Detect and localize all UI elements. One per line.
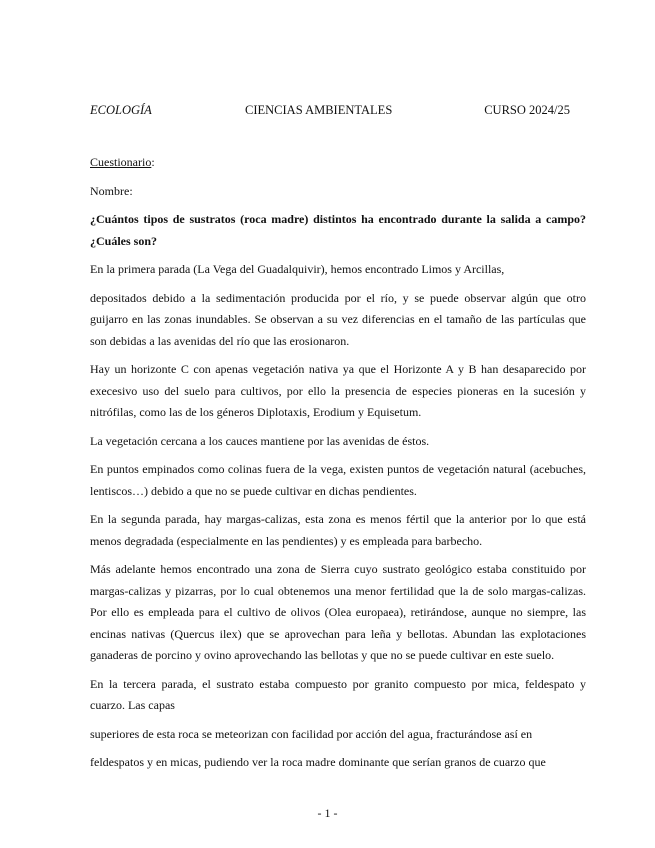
nombre-field-label: Nombre:	[90, 183, 133, 198]
document-body	[90, 152, 586, 781]
paragraph-4: La vegetación cercana a los cauces mantiene por las avenidas de éstos.	[90, 433, 430, 448]
header-course-name: CIENCIAS AMBIENTALES	[245, 103, 393, 117]
paragraph-5: En puntos empinados como colinas fuera de la vega, existen puntos de vegetación natural (acebuches, lentiscos…) debido a que no se puede cultivar en dichas pendientes.	[90, 462, 586, 498]
paragraph-7: Más adelante hemos encontrado una zona de Sierra cuyo sustrato geológico estaba constituido por margas-calizas y pizarras, por lo cual obtenemos una menor fertilidad que la de solo margas-calizas. Por ello es empleada para el cultivo de olivos (Olea europaea), retirándose, aunque no siempre, las encinas nativas (Quercus ilex) que se aprovechan para leña y bellotas. Abundan las explotaciones ganaderas de porcino y ovino aprovechando las bellotas y que no se puede cultivar en este suelo.	[90, 562, 586, 662]
page-header	[90, 103, 570, 121]
header-subject: ECOLOGÍA	[90, 103, 152, 117]
paragraph-1: En la primera parada (La Vega del Guadalquivir), hemos encontrado Limos y Arcillas,	[90, 262, 505, 276]
cuestionario-heading	[90, 152, 586, 174]
paragraph-3: Hay un horizonte C con apenas vegetación nativa ya que el Horizonte A y B han desaparecido por execesivo uso del suelo para cultivos, por ello la presencia de especies pioneras en la sucesión y nitrófilas, como las de los géneros Diplotaxis, Erodium y Equisetum.	[90, 362, 586, 419]
paragraph-10: feldespatos y en micas, pudiendo ver la roca madre dominante que serían granos de cuarzo que	[90, 755, 546, 769]
paragraph-8: En la tercera parada, el sustrato estaba compuesto por granito compuesto por mica, feldespato y cuarzo. Las capas	[90, 676, 586, 712]
paragraph-9: superiores de esta roca se meteorizan con facilidad por acción del agua, fracturándose así en	[90, 726, 533, 741]
page-number: - 1 -	[317, 806, 338, 820]
cuestionario-label: Cuestionario	[90, 155, 152, 169]
cuestionario-colon: :	[151, 155, 155, 169]
paragraph-2: depositados debido a la sedimentación producida por el río, y se puede observar algún que otro guijarro en las zonas inundables. Se observan a su vez diferencias en el tamaño de las partículas que son debidas a las avenidas del río que las erosionaron.	[90, 290, 586, 348]
header-academic-year: CURSO 2024/25	[484, 103, 570, 117]
question-text: ¿Cuántos tipos de sustratos (roca madre) distintos ha encontrado durante la salida a campo? ¿Cuáles son?	[90, 212, 586, 248]
paragraph-6: En la segunda parada, hay margas-calizas, esta zona es menos fértil que la anterior por lo que está menos degradada (especialmente en las pendientes) y es empleada para barbecho.	[90, 512, 586, 548]
